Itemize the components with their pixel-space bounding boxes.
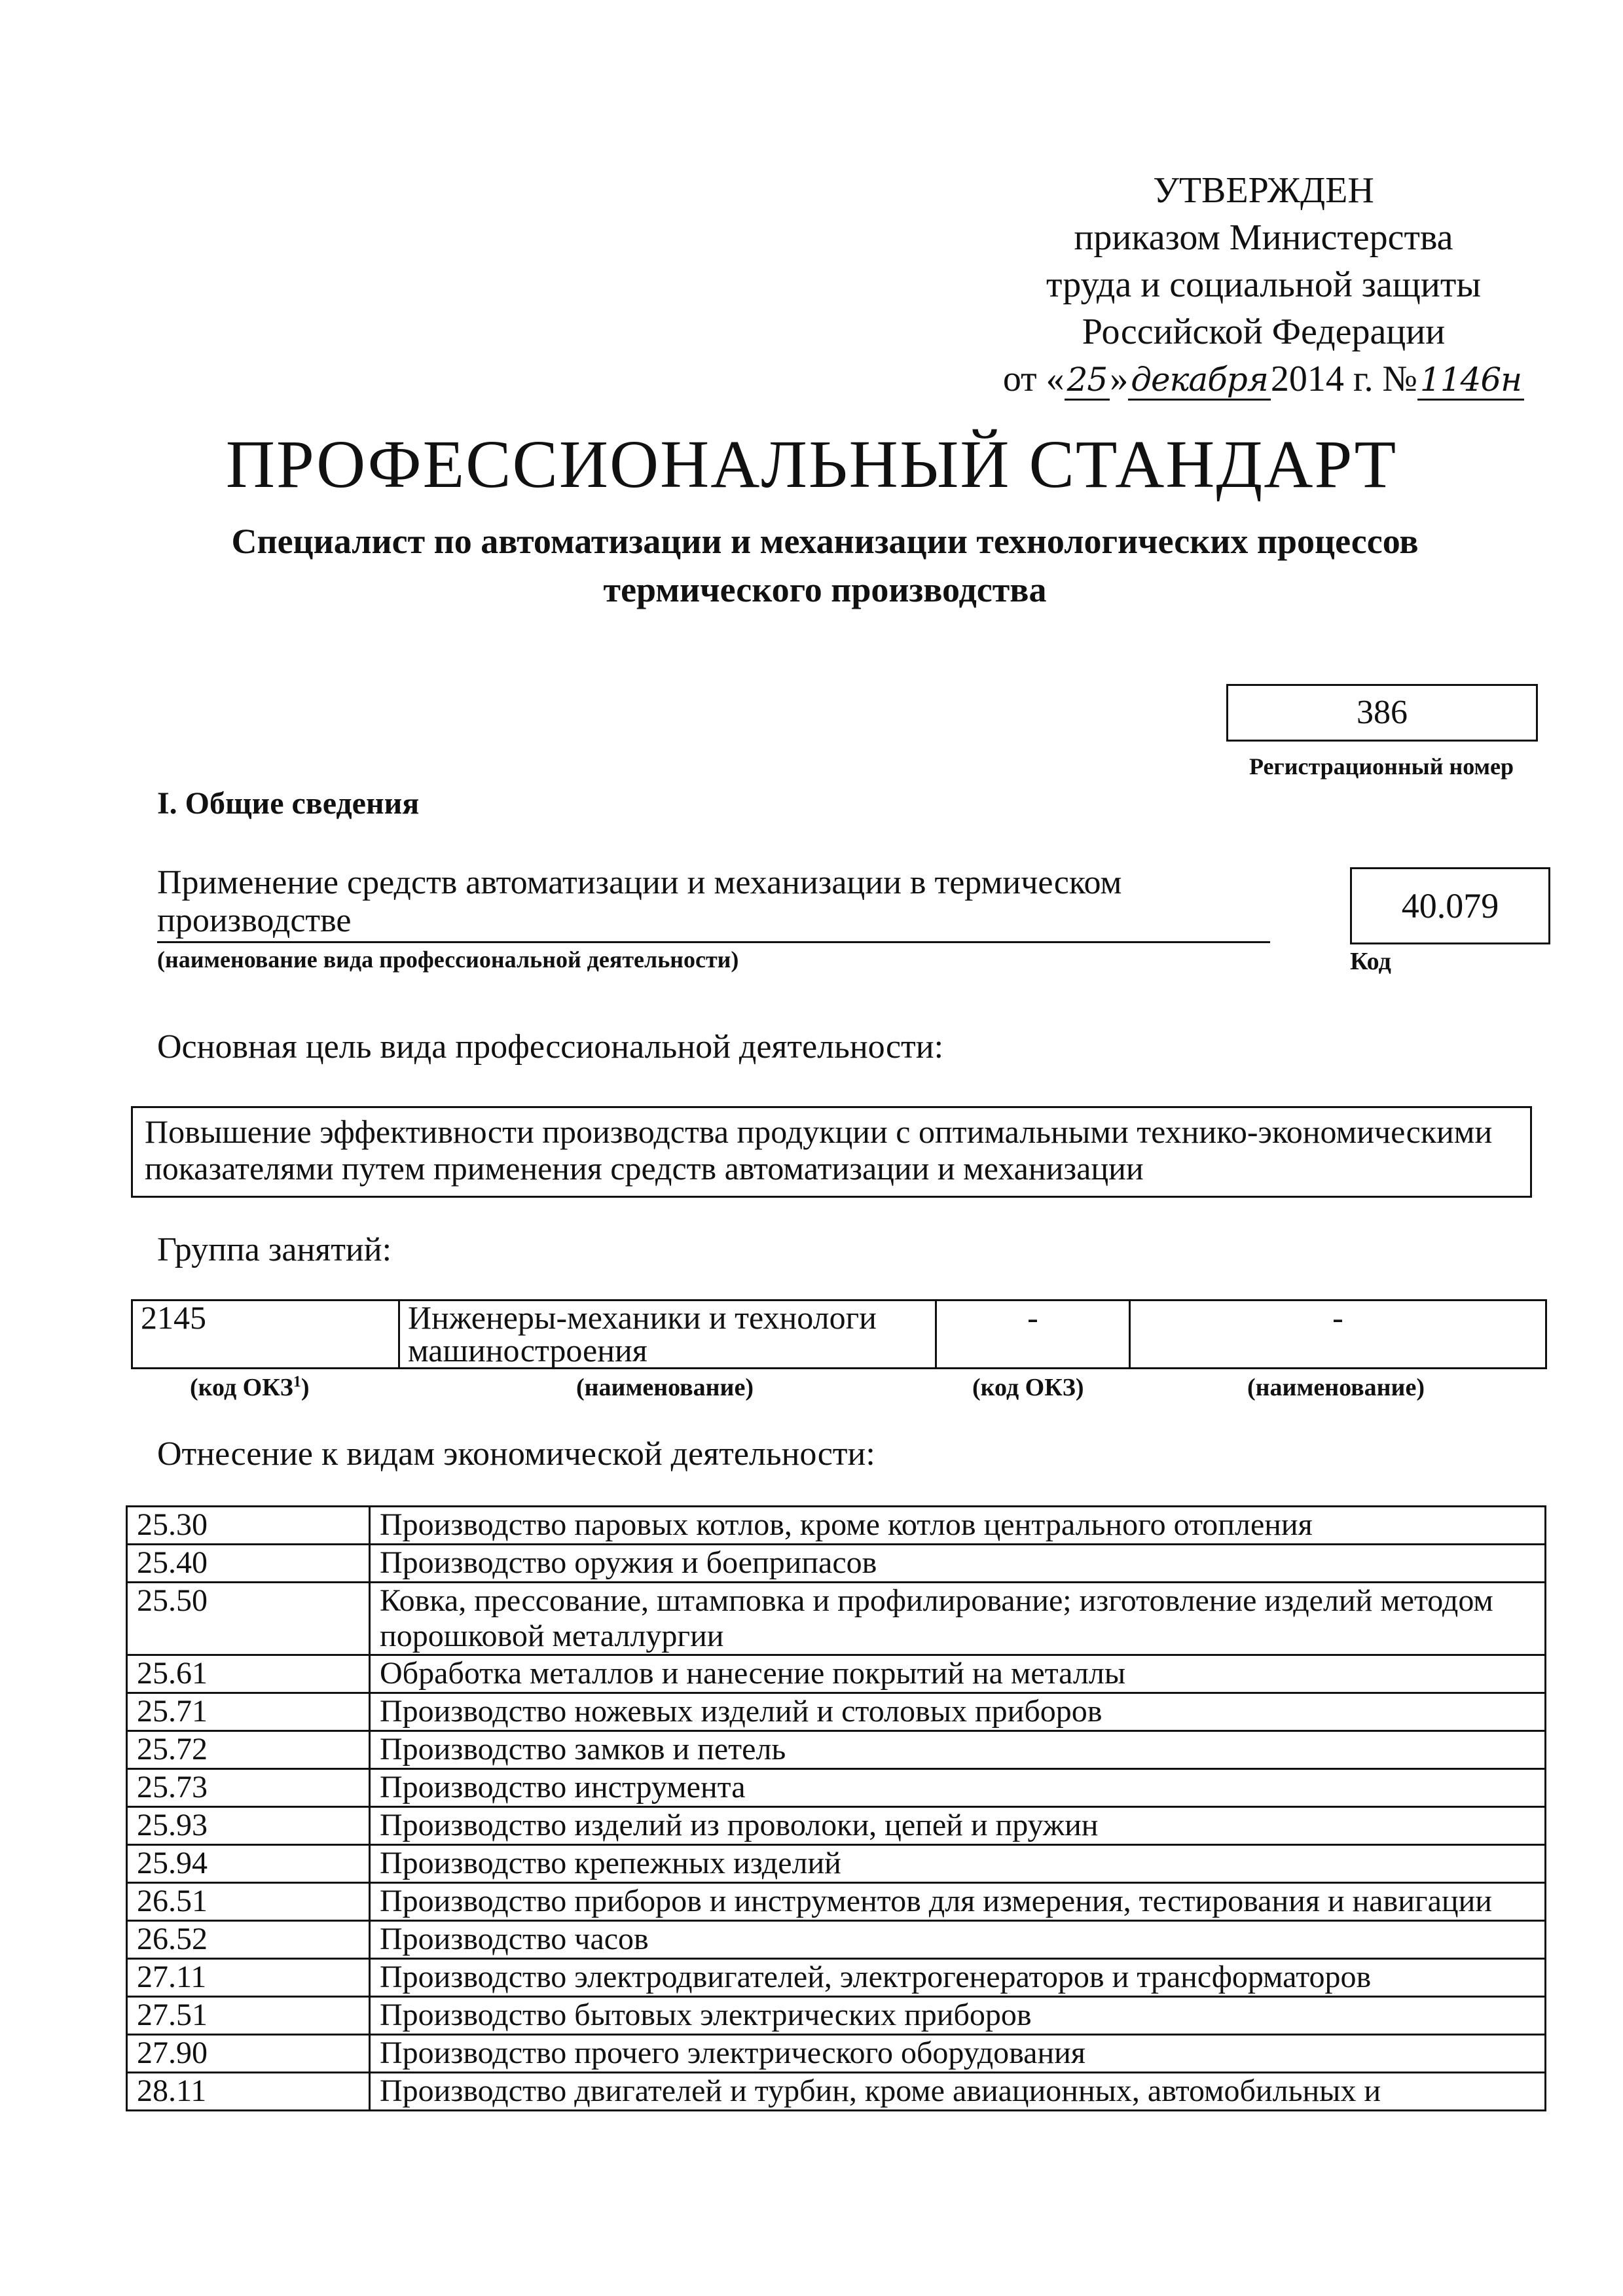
okved-table (126, 1505, 1546, 2111)
column-caption: (код ОКЗ) (972, 1374, 1084, 1401)
okved-name-cell: Производство двигателей и турбин, кроме авиационных, автомобильных и (370, 2073, 1546, 2111)
okved-code-cell: 26.52 (127, 1921, 370, 1959)
table-row (127, 1655, 1546, 1693)
okz-name-cell: - (1130, 1300, 1546, 1369)
okved-name-cell: Производство крепежных изделий (370, 1845, 1546, 1883)
okved-name-cell: Производство изделий из проволоки, цепей и пружин (370, 1807, 1546, 1845)
okved-code-cell: 25.61 (127, 1655, 370, 1693)
okved-label: Отнесение к видам экономической деятельности: (157, 1435, 875, 1473)
okved-code-cell: 25.50 (127, 1583, 370, 1655)
okved-code-cell: 27.51 (127, 1997, 370, 2035)
table-row (127, 1545, 1546, 1583)
approval-line: приказом Министерства (1074, 217, 1453, 258)
okz-name-cell: Инженеры-механики и технологи машиностроения (399, 1300, 936, 1369)
table-row (132, 1300, 1546, 1369)
activity-caption: (наименование вида профессиональной деятельности) (157, 946, 739, 973)
occupation-group-table (131, 1299, 1547, 1369)
activity-name: Применение средств автоматизации и механизации в термическом производстве (157, 864, 1122, 939)
date-day-close: » (1110, 359, 1129, 399)
activity-code-box: 40.079 (1350, 867, 1550, 944)
table-row (127, 1921, 1546, 1959)
table-row (127, 2035, 1546, 2073)
okved-name-cell: Производство электродвигателей, электрогенераторов и трансформаторов (370, 1959, 1546, 1997)
approval-heading: УТВЕРЖДЕН (1153, 170, 1374, 211)
table-row (127, 1883, 1546, 1921)
okved-name-cell: Производство паровых котлов, кроме котлов центрального отопления (370, 1507, 1546, 1545)
handwritten-order-number: 1146н (1417, 361, 1524, 401)
okved-name-cell: Производство часов (370, 1921, 1546, 1959)
date-year: 2014 г. № (1270, 359, 1417, 399)
okved-name-cell: Производство замков и петель (370, 1731, 1546, 1769)
table-row (127, 1507, 1546, 1545)
table-row (127, 1769, 1546, 1807)
goal-box: Повышение эффективности производства продукции с оптимальными технико-экономическими показателями путем применения средств автоматизации и механизации (131, 1106, 1532, 1198)
table-row (127, 1693, 1546, 1731)
registration-number-caption: Регистрационный номер (1249, 753, 1514, 780)
okved-code-cell: 25.73 (127, 1769, 370, 1807)
activity-code-caption: Код (1350, 948, 1391, 975)
registration-number-box: 386 (1226, 684, 1538, 742)
table-row (127, 2073, 1546, 2111)
table-row (127, 1583, 1546, 1655)
approval-line: Российской Федерации (1082, 312, 1446, 352)
okved-name-cell: Производство приборов и инструментов для измерения, тестирования и навигации (370, 1883, 1546, 1921)
approval-line: труда и социальной защиты (1046, 264, 1481, 305)
column-caption: (наименование) (576, 1374, 754, 1401)
okved-code-cell: 25.72 (127, 1731, 370, 1769)
okved-name-cell: Производство оружия и боеприпасов (370, 1545, 1546, 1583)
okz-code-cell: 2145 (132, 1300, 399, 1369)
handwritten-month: декабря (1128, 361, 1271, 401)
document-title: ПРОФЕССИОНАЛЬНЫЙ СТАНДАРТ (225, 427, 1398, 502)
column-caption: (наименование) (1247, 1374, 1425, 1401)
table-row (127, 1807, 1546, 1845)
approval-block (969, 167, 1558, 403)
table-row (127, 1845, 1546, 1883)
table-row (127, 1997, 1546, 2035)
date-prefix: от « (1002, 359, 1065, 399)
goal-label: Основная цель вида профессиональной деятельности: (157, 1028, 944, 1066)
okved-code-cell: 27.11 (127, 1959, 370, 1997)
okved-name-cell: Производство прочего электрического оборудования (370, 2035, 1546, 2073)
okved-name-cell: Обработка металлов и нанесение покрытий на металлы (370, 1655, 1546, 1693)
activity-underline (157, 941, 1270, 943)
okved-code-cell: 27.90 (127, 2035, 370, 2073)
table-row (127, 1731, 1546, 1769)
table-row (127, 1959, 1546, 1997)
okved-name-cell: Ковка, прессование, штамповка и профилирование; изготовление изделий методом порошковой металлургии (370, 1583, 1546, 1655)
section-heading: I. Общие сведения (157, 786, 420, 821)
okved-code-cell: 25.30 (127, 1507, 370, 1545)
okved-name-cell: Производство бытовых электрических приборов (370, 1997, 1546, 2035)
occupation-group-label: Группа занятий: (157, 1231, 392, 1268)
document-subtitle: Специалист по автоматизации и механизации технологических процессов термического производства (231, 522, 1419, 609)
column-caption: (код ОКЗ$^1$) (190, 1373, 310, 1401)
okz-code-cell: - (936, 1300, 1130, 1369)
handwritten-day: 25 (1065, 361, 1110, 401)
okved-code-cell: 28.11 (127, 2073, 370, 2111)
okved-code-cell: 25.71 (127, 1693, 370, 1731)
okved-name-cell: Производство инструмента (370, 1769, 1546, 1807)
okved-code-cell: 25.94 (127, 1845, 370, 1883)
okved-code-cell: 26.51 (127, 1883, 370, 1921)
okved-code-cell: 25.40 (127, 1545, 370, 1583)
approval-date-line (969, 355, 1558, 403)
okved-name-cell: Производство ножевых изделий и столовых приборов (370, 1693, 1546, 1731)
okved-code-cell: 25.93 (127, 1807, 370, 1845)
